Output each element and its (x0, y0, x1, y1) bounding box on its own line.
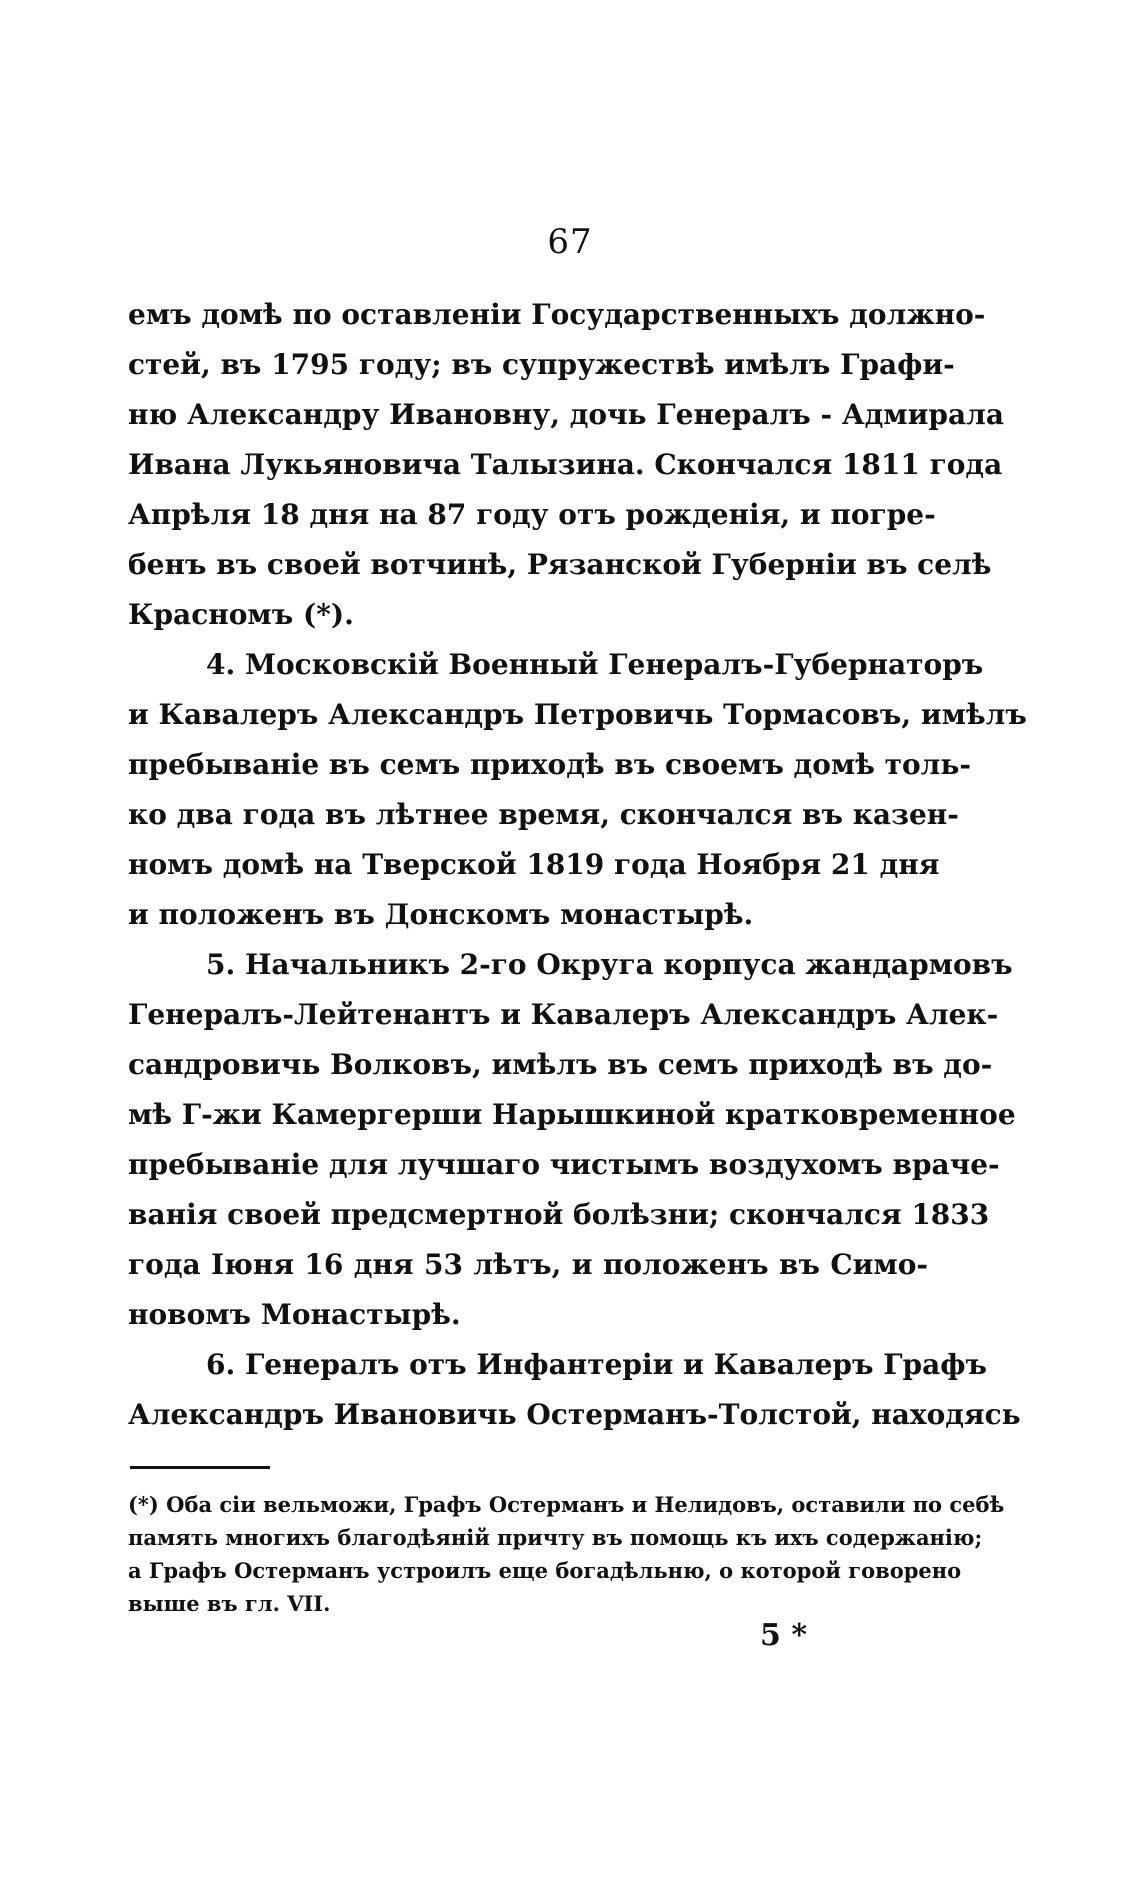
text-line: бенъ въ своей вотчинѣ, Рязанской Губерніи въ селѣ (128, 548, 992, 581)
paragraph-2 (128, 640, 1027, 940)
text-line: новомъ Монастырѣ. (128, 1298, 461, 1331)
text-line: Апрѣля 18 дня на 87 году отъ рожденія, и погре- (128, 498, 936, 531)
footnote-line: выше въ гл. VII. (128, 1591, 331, 1616)
text-line: номъ домѣ на Тверской 1819 года Ноября 21 дня (128, 848, 940, 881)
paragraph-3 (128, 940, 1016, 1340)
text-line: Генералъ-Лейтенантъ и Кавалеръ Александръ Алек- (128, 998, 999, 1031)
text-line: емъ домѣ по оставленіи Государственныхъ должно- (128, 298, 986, 331)
text-line: Александръ Ивановичь Остерманъ-Толстой, находясь (128, 1398, 1021, 1431)
text-line: 6. Генералъ отъ Инфантеріи и Кавалеръ Графъ (206, 1348, 987, 1381)
paragraph-1 (128, 290, 1004, 640)
text-line: 5. Начальникъ 2-го Округа корпуса жандармовъ (206, 948, 1013, 981)
text-line: 4. Московскій Военный Генералъ-Губернаторъ (206, 648, 984, 681)
text-line: Красномъ (*). (128, 598, 354, 631)
text-line: ню Александру Ивановну, дочь Генералъ - Адмирала (128, 398, 1004, 431)
text-line: пребываніе въ семъ приходѣ въ своемъ домѣ толь- (128, 748, 972, 781)
footnote (128, 1488, 1005, 1620)
text-line: и положенъ въ Донскомъ монастырѣ. (128, 898, 754, 931)
footnote-rule (130, 1466, 270, 1469)
signature-mark: 5 * (760, 1618, 808, 1653)
text-line: сандровичь Волковъ, имѣлъ въ семъ приходѣ въ до- (128, 1048, 993, 1081)
page-number: 67 (547, 222, 593, 262)
text-line: Ивана Лукьяновича Талызина. Скончался 1811 года (128, 448, 1003, 481)
text-line: и Кавалеръ Александръ Петровичь Тормасовъ, имѣлъ (128, 698, 1027, 731)
footnote-line: а Графъ Остерманъ устроилъ еще богадѣльню, о которой говорено (128, 1558, 962, 1583)
footnote-line: память многихъ благодѣяній причту въ помощь къ ихъ содержанію; (128, 1525, 983, 1550)
paragraph-4 (128, 1340, 1021, 1440)
text-line: ванія своей предсмертной болѣзни; скончался 1833 (128, 1198, 990, 1231)
body-text (128, 290, 1027, 1440)
text-line: стей, въ 1795 году; въ супружествѣ имѣлъ Графи- (128, 348, 955, 381)
text-line: мѣ Г-жи Камергерши Нарышкиной кратковременное (128, 1098, 1016, 1131)
text-line: ко два года въ лѣтнее время, скончался въ казен- (128, 798, 959, 831)
text-line: пребываніе для лучшаго чистымъ воздухомъ враче- (128, 1148, 1000, 1181)
text-line: года Іюня 16 дня 53 лѣтъ, и положенъ въ Симо- (128, 1248, 928, 1281)
footnote-line: (*) Оба сіи вельможи, Графъ Остерманъ и Нелидовъ, оставили по себѣ (128, 1492, 1005, 1517)
